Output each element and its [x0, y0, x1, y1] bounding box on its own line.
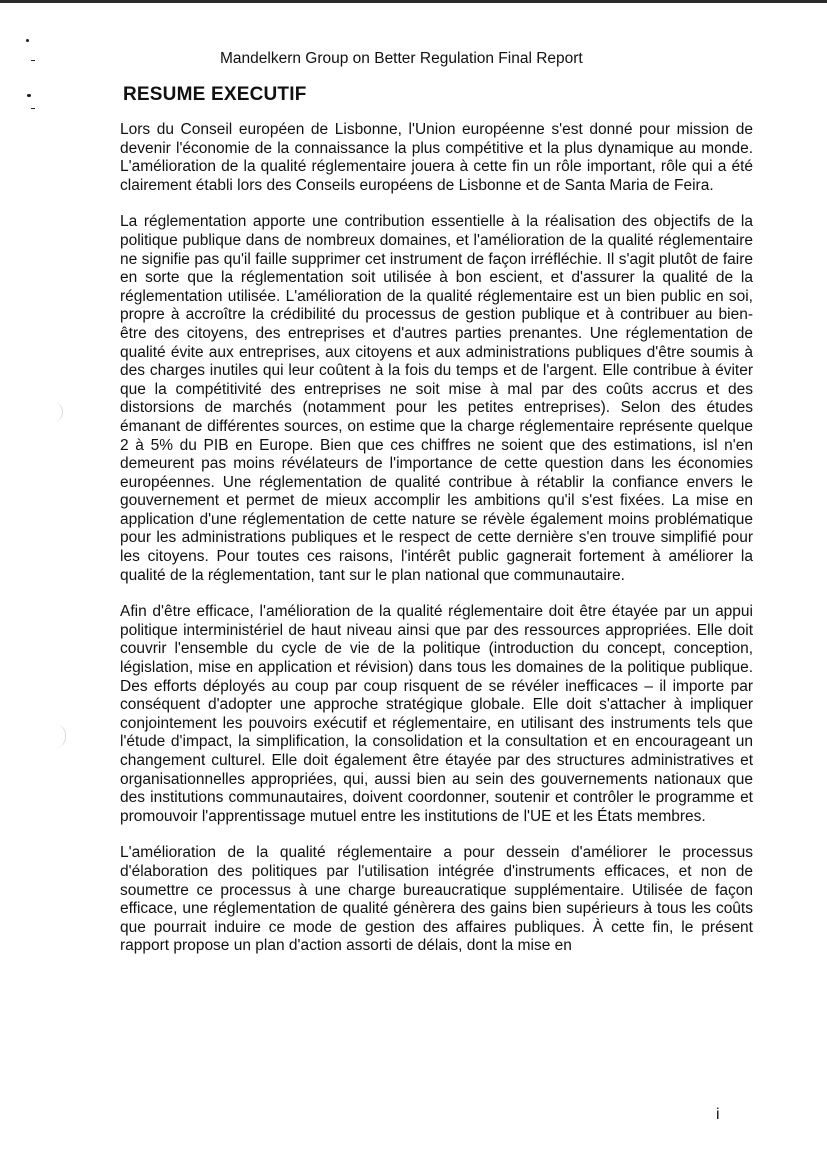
- punch-hole-shadow: [55, 724, 66, 748]
- page-number: i: [716, 1106, 720, 1123]
- scan-margin-dot: [27, 94, 31, 97]
- scan-top-edge: [0, 0, 827, 3]
- paragraph: Lors du Conseil européen de Lisbonne, l'Union européenne s'est donné pour mission de devenir l'économie de la connaissance la plus compétitive et la plus dynamique au monde. L'amélioration de la qualité réglementaire jouera à cette fin un rôle important, rôle qui a été clairement établi lors des Conseils européens de Lisbonne et de Santa Maria de Feira.: [120, 121, 753, 194]
- body-text: [120, 121, 753, 974]
- scan-margin-dot: [26, 39, 29, 42]
- paragraph: L'amélioration de la qualité réglementaire a pour dessein d'améliorer le processus d'élaboration des politiques par l'utilisation intégrée d'instruments efficaces, et non de soumettre ce processus à une charge bureaucratique supplémentaire. Utilisée de façon efficace, une réglementation de qualité génèrera des gains bien supérieurs à tous les coûts que pourrait induire ce mode de gestion des affaires publiques. À cette fin, le présent rapport propose un plan d'action assorti de délais, dont la mise en: [120, 844, 753, 955]
- paragraph: La réglementation apporte une contribution essentielle à la réalisation des objectifs de la politique publique dans de nombreux domaines, et l'amélioration de la qualité réglementaire ne signifie pas qu'il faille supprimer cet instrument de façon irréfléchie. Il s'agit plutôt de faire en sorte que la réglementation soit utilisée à bon escient, et d'assurer la qualité de la réglementation utilisée. L'amélioration de la qualité réglementaire est un bien public en soi, propre à accroître la crédibilité du processus de gestion publique et à contribuer au bien-être des citoyens, des entreprises et d'autres parties prenantes. Une réglementation de qualité évite aux entreprises, aux citoyens et aux administrations publiques d'être soumis à des charges inutiles qui leur coûtent à la fois du temps et de l'argent. Elle contribue à éviter que la compétitivité des entreprises ne soit mise à mal par des coûts accrus et des distorsions de marchés (notamment pour les petites entreprises). Selon des études émanant de différentes sources, on estime que la charge réglementaire représente quelque 2 à 5% du PIB en Europe. Bien que ces chiffres ne soient que des estimations, isl n'en demeurent pas moins révélateurs de l'importance de cette question dans les économies européennes. Une réglementation de qualité contribue à rétablir la confiance envers le gouvernement et permet de mieux accomplir les ambitions qu'il s'est fixées. La mise en application d'une réglementation de cette nature se révèle également moins problématique pour les administrations publiques et le respect de cette dernière s'en trouve simplifié pour les citoyens. Pour toutes ces raisons, l'intérêt public gagnerait fortement à améliorer la qualité de la réglementation, tant sur le plan national que communautaire.: [120, 213, 753, 584]
- paragraph: Afin d'être efficace, l'amélioration de la qualité réglementaire doit être étayée par un appui politique interministériel de haut niveau ainsi que par des ressources appropriées. Elle doit couvrir l'ensemble du cycle de vie de la politique (introduction du concept, conception, législation, mise en application et révision) dans tous les domaines de la politique publique. Des efforts déployés au coup par coup risquent de se révéler inefficaces – il importe par conséquent d'adopter une approche stratégique globale. Elle doit s'attacher à impliquer conjointement les pouvoirs exécutif et réglementaire, en utilisant des instruments tels que l'étude d'impact, la simplification, la consolidation et la consultation et en encourageant un changement culturel. Elle doit également être étayée par des structures administratives et organisationnelles appropriées, qui, aussi bien au sein des gouvernements nationaux que des institutions communautaires, doivent coordonner, soutenir et contrôler le programme et promouvoir l'apprentissage mutuel entre les institutions de l'UE et les États membres.: [120, 603, 753, 825]
- section-title: RESUME EXECUTIF: [123, 84, 307, 105]
- running-header: Mandelkern Group on Better Regulation Final Report: [220, 50, 583, 67]
- scan-margin-dash: [31, 108, 35, 109]
- punch-hole-shadow: [52, 402, 63, 422]
- scan-margin-dash: [31, 60, 35, 61]
